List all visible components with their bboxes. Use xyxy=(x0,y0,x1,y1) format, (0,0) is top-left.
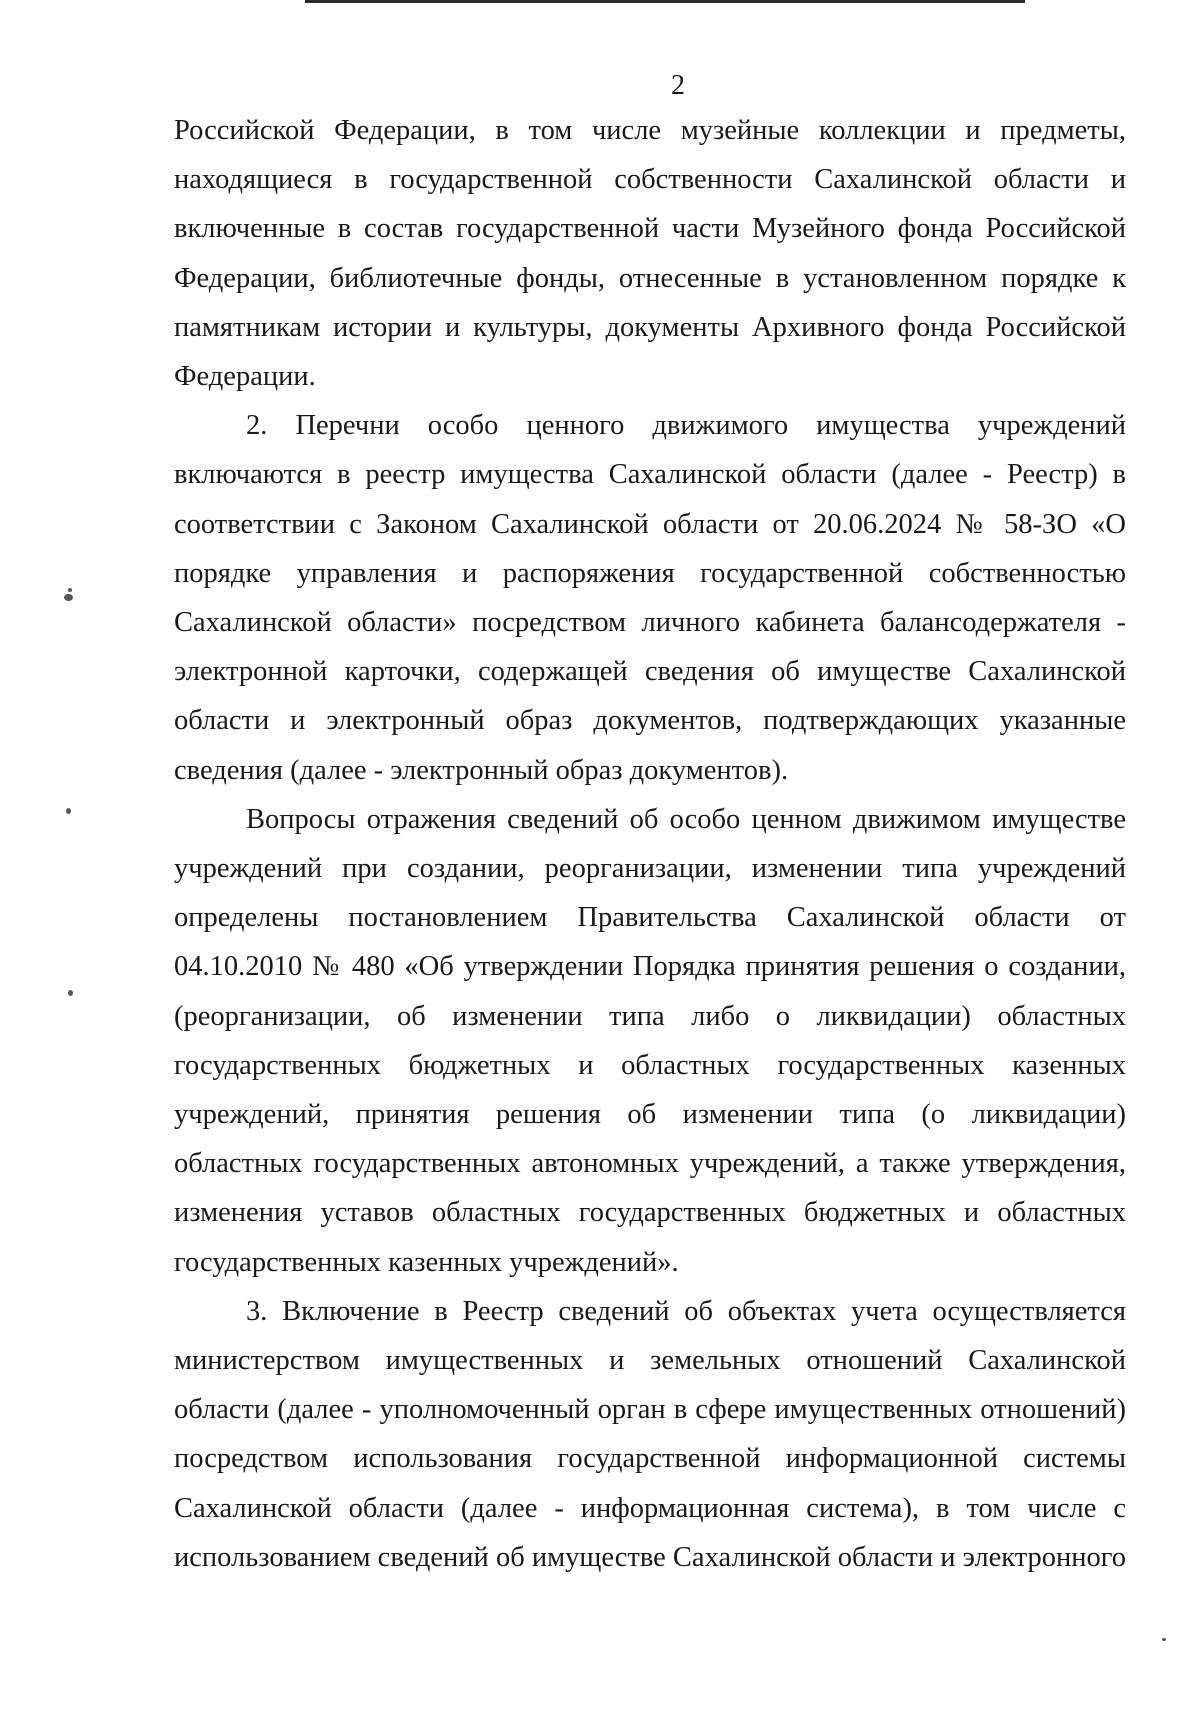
page-number: 2 xyxy=(671,70,685,101)
scan-speck xyxy=(68,588,72,592)
scan-speck xyxy=(64,594,73,601)
paragraph-3: 3. Включение в Реестр сведений об объектах учета осуществляется министерством имущественных и земельных отношений Сахалинской области (далее - уполномоченный орган в сфере имущественных отношений) посредством использования государственной информационной системы Сахалинской области (далее - информационная система), в том числе с использованием сведений об имуществе Сахалинской области и электронного xyxy=(174,1295,1126,1573)
top-rule xyxy=(305,0,1025,3)
scan-speck xyxy=(1162,1638,1166,1641)
document-body xyxy=(174,106,1126,1582)
scan-speck xyxy=(66,808,71,814)
paragraph-2: 2. Перечни особо ценного движимого имущества учреждений включаются в реестр имущества Сахалинской области (далее - Реестр) в соответствии с Законом Сахалинской области от 20.06.2024 № 58-ЗО «О порядке управления и распоряжения государственной собственностью Сахалинской области» посредством личного кабинета балансодержателя - электронной карточки, содержащей сведения об имуществе Сахалинской области и электронный образ документов, подтверждающих указанные сведения (далее - электронный образ документов). xyxy=(174,410,1126,786)
scan-speck xyxy=(68,990,73,996)
paragraph-questions: Вопросы отражения сведений об особо ценном движимом имуществе учреждений при создании, реорганизации, изменении типа учреждений определены постановлением Правительства Сахалинской области от 04.10.2010 № 480 «Об утверждении Порядка принятия решения о создании, (реорганизации, об изменении типа либо о ликвидации) областных государственных бюджетных и областных государственных казенных учреждений, принятия решения об изменении типа (о ликвидации) областных государственных автономных учреждений, а также утверждения, изменения уставов областных государственных бюджетных и областных государственных казенных учреждений». xyxy=(174,803,1126,1278)
paragraph-continuation: Российской Федерации, в том числе музейные коллекции и предметы, находящиеся в государственной собственности Сахалинской области и включенные в состав государственной части Музейного фонда Российской Федерации, библиотечные фонды, отнесенные в установленном порядке к памятникам истории и культуры, документы Архивного фонда Российской Федерации. xyxy=(174,115,1126,393)
